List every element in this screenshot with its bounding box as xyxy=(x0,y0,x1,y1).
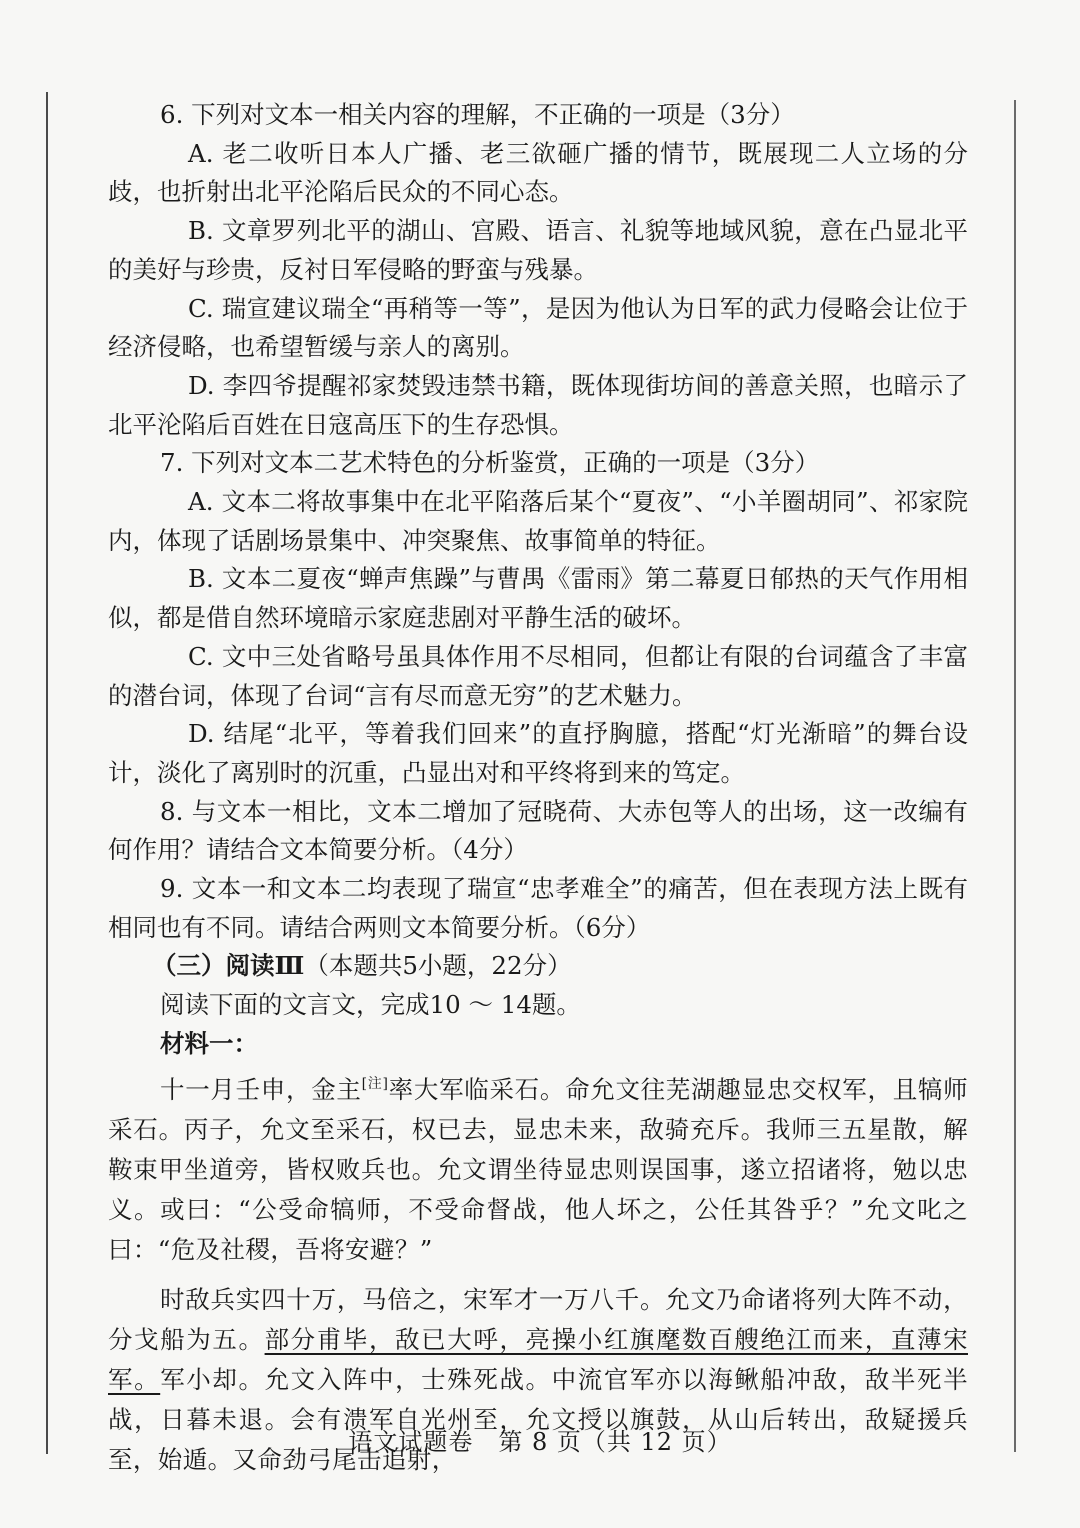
section-prefix: （三） xyxy=(152,951,226,981)
question-7-option-b: B. 文本二夏夜“蝉声焦躁”与曹禺《雷雨》第二幕夏日郁热的天气作用相似，都是借自然环境暗示家庭悲剧对平静生活的破坏。 xyxy=(108,564,968,633)
section-detail: （本题共5小题，22分） xyxy=(304,951,572,981)
page-left-border xyxy=(46,92,48,1454)
passage-p1-start: 十一月壬申，金主 xyxy=(160,1074,362,1104)
question-7-option-a: A. 文本二将故事集中在北平陷落后某个“夏夜”、“小羊圈胡同”、祁家院内，体现了话剧场景集中、冲突聚焦、故事简单的特征。 xyxy=(108,487,968,555)
annotation-marker: [注] xyxy=(361,1075,389,1092)
underlined-sentence: 部分甫毕，敌已大呼，亮操小红旗麾数百艘绝江而来，直薄宋军。 xyxy=(108,1324,968,1394)
page-right-border xyxy=(1014,100,1016,1452)
exam-page-content xyxy=(108,96,968,1481)
section-heading xyxy=(108,947,968,986)
question-6-option-a: A. 老二收听日本人广播、老三欲砸广播的情节，既展现二人立场的分歧，也折射出北平沦陷后民众的不同心态。 xyxy=(108,138,968,207)
passage-p1-rest: 率大军临采石。命允文往芜湖趣显忠交权军，且犒师采石。丙子，允文至采石，权已去，显忠未来，敌骑充斥。我师三五星散，解鞍束甲坐道旁，皆权败兵也。允文谓坐待显忠则误国事，遂立招诸将，勉以忠义。或曰：“公受命犒师，不受命督战，他人坏之，公任其咎乎？”允文叱之曰：“危及社稷，吾将安避？” xyxy=(108,1074,969,1265)
question-6-option-c: C. 瑞宣建议瑞全“再稍等一等”，是因为他认为日军的武力侵略会让位于经济侵略，也希望暂缓与亲人的离别。 xyxy=(108,293,968,362)
question-9: 9. 文本一和文本二均表现了瑞宣“忠孝难全”的痛苦，但在表现方法上既有相同也有不同。请结合两则文本简要分析。（6分） xyxy=(108,874,968,942)
question-6-option-b: B. 文章罗列北平的湖山、宫殿、语言、礼貌等地域风貌，意在凸显北平的美好与珍贵，反衬日军侵略的野蛮与残暴。 xyxy=(108,216,968,284)
question-7-option-d: D. 结尾“北平，等着我们回来”的直抒胸臆，搭配“灯光渐暗”的舞台设计，淡化了离别时的沉重，凸显出对和平终将到来的笃定。 xyxy=(108,719,968,787)
question-8: 8. 与文本一相比，文本二增加了冠晓荷、大赤包等人的出场，这一改编有何作用？请结合文本简要分析。（4分） xyxy=(108,796,968,865)
question-6-stem: 6. 下列对文本一相关内容的理解，不正确的一项是（3分） xyxy=(160,100,795,129)
question-7-stem: 7. 下列对文本二艺术特色的分析鉴赏，正确的一项是（3分） xyxy=(160,448,820,478)
passage-p2-rest: 军小却。允文入阵中，士殊死战。中流官军亦以海鳅船冲敌，敌半死半战，日暮未退。会有溃军自光州至，允文授以旗鼓，从山后转出，敌疑援兵至，始遁。又命劲弓尾击追射， xyxy=(108,1365,968,1475)
question-7-option-c: C. 文中三处省略号虽具体作用不尽相同，但都让有限的台词蕴含了丰富的潜台词，体现了台词“言有尽而意无穷”的艺术魅力。 xyxy=(108,641,968,710)
classical-passage-paragraph-1 xyxy=(108,1064,968,1271)
material-1-label: 材料一： xyxy=(160,1028,258,1058)
passage-p2-start: 时敌兵实四十万，马倍之，宋军才一万八千。允文乃命诸将列大阵不动，分戈船为五。 xyxy=(108,1284,968,1354)
question-6-option-d: D. 李四爷提醒祁家焚毁违禁书籍，既体现街坊间的善意关照，也暗示了北平沦陷后百姓在日寇高压下的生存恐惧。 xyxy=(108,370,968,439)
section-title: 阅读Ⅲ xyxy=(225,951,305,981)
page-footer: 语文试题卷 第 8 页（共 12 页） xyxy=(348,1428,732,1456)
reading-instruction: 阅读下面的文言文，完成10 ～ 14题。 xyxy=(160,990,581,1020)
